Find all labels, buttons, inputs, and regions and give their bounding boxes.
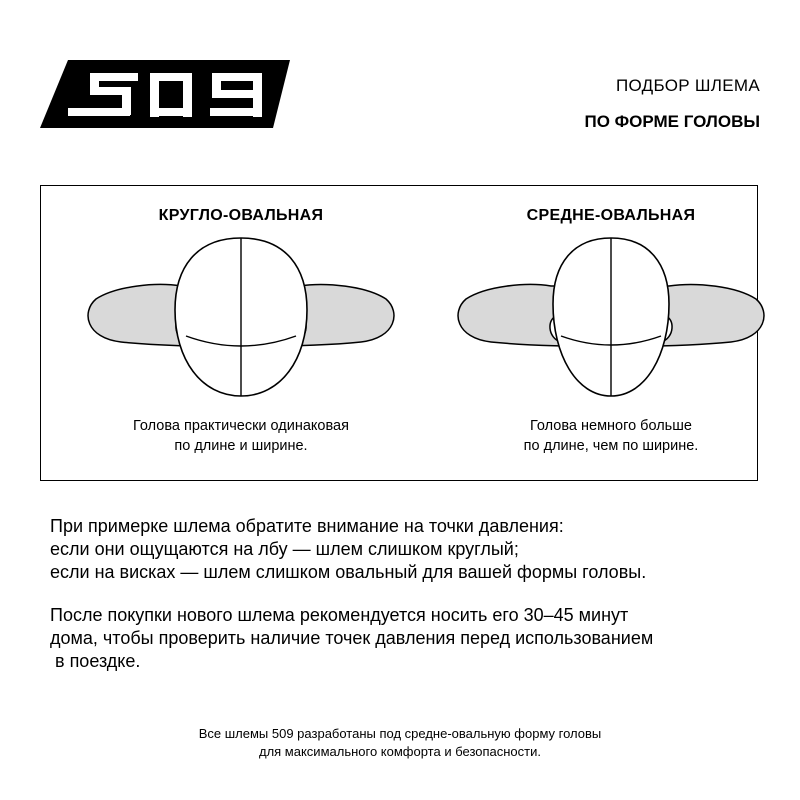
- head-shape-panel: [40, 185, 758, 481]
- round-oval-head-illustration: [71, 234, 411, 399]
- brand-logo: [40, 60, 290, 128]
- pressure-points-paragraph: При примерке шлема обратите внимание на точки давления: если они ощущаются на лбу — шлем слишком круглый; если на висках — шлем слишком овальный для вашей формы головы.: [50, 516, 647, 582]
- round-oval-title: КРУГЛО-ОВАЛЬНАЯ: [158, 207, 324, 224]
- mid-oval-title: СРЕДНЕ-ОВАЛЬНАЯ: [526, 207, 696, 224]
- page-title-line2: ПО ФОРМЕ ГОЛОВЫ: [584, 112, 760, 131]
- round-oval-column: [71, 186, 411, 480]
- round-oval-description: Голова практически одинаковая по длине и ширине.: [133, 418, 349, 454]
- mid-oval-column: [441, 186, 781, 480]
- mid-oval-description: Голова немного больше по длине, чем по ширине.: [523, 418, 699, 454]
- page-title-line1: ПОДБОР ШЛЕМА: [615, 76, 760, 95]
- mid-oval-head-illustration: [441, 234, 781, 399]
- footer-note: Все шлемы 509 разработаны под средне-овальную форму головы для максимального комфорта и безопасности.: [198, 726, 602, 759]
- break-in-paragraph: После покупки нового шлема рекомендуется носить его 30–45 минут дома, чтобы проверить наличие точек давления перед использованием в поездке.: [50, 605, 654, 671]
